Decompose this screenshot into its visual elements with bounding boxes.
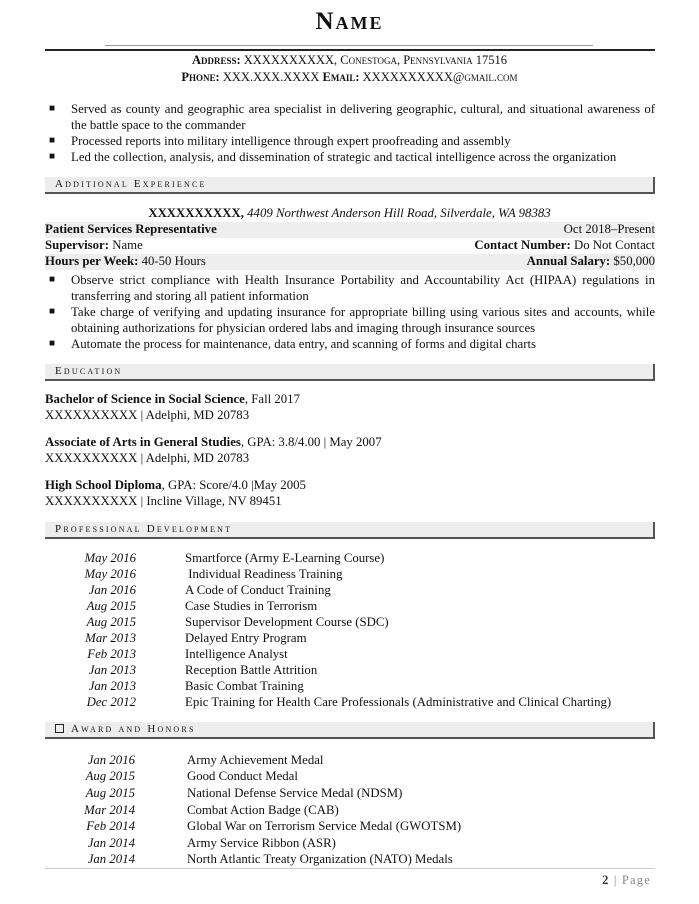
award-date: Jan 2014 <box>87 836 135 850</box>
employer-address: 4409 Northwest Anderson Hill Road, Silverdale, WA 98383 <box>247 206 551 220</box>
training-date: Aug 2015 <box>86 599 136 613</box>
header-divider-thick <box>45 49 655 51</box>
training-name: Epic Training for Health Care Professionals (Administrative and Clinical Charting) <box>185 695 612 709</box>
education-degree: Bachelor of Science in Social Science, Fall 2017 <box>45 392 300 406</box>
education-school: XXXXXXXXXX | Incline Village, NV 89451 <box>45 494 282 508</box>
training-date: May 2016 <box>84 567 136 581</box>
supervisor-label: Supervisor: <box>45 238 109 252</box>
checkbox-icon <box>55 724 64 733</box>
education-degree: High School Diploma, GPA: Score/4.0 |May 2005 <box>45 478 306 492</box>
job-dates: Oct 2018–Present <box>563 222 655 236</box>
training-date: Mar 2013 <box>85 631 136 645</box>
list-item: ■ Take charge of verifying and updating insurance for appropriate billing using various sites and accounts, while obtaining authorizations for physician ordered labs and imaging through insurance sources <box>49 305 655 335</box>
training-name: Smartforce (Army E-Learning Course) <box>185 551 385 565</box>
training-name: Individual Readiness Training <box>185 567 343 581</box>
list-item: ■ Observe strict compliance with Health Insurance Portability and Accountability Act (HIPAA) regulations in transferring and storing all patient information <box>49 273 655 303</box>
training-date: Aug 2015 <box>86 615 136 629</box>
training-name: Basic Combat Training <box>185 679 304 693</box>
employer-name: XXXXXXXXXX, <box>148 206 244 220</box>
section-heading-awards: Award and Honors <box>45 722 655 739</box>
address-label: Address: <box>191 53 241 67</box>
bullet-icon: ■ <box>49 338 56 349</box>
award-name: Army Service Ribbon (ASR) <box>187 836 336 850</box>
award-date: Aug 2015 <box>85 769 135 783</box>
email-label: Email: <box>322 70 360 84</box>
hours-value: 40-50 Hours <box>141 254 206 268</box>
header-divider-thin <box>105 45 593 46</box>
salary-label: Annual Salary: <box>526 254 611 268</box>
training-name: Case Studies in Terrorism <box>185 599 318 613</box>
hours-row <box>45 254 655 270</box>
award-date: Aug 2015 <box>85 786 135 800</box>
address-value: XXXXXXXXXX, Conestoga, Pennsylvania 17516 <box>243 53 508 67</box>
award-name: Combat Action Badge (CAB) <box>187 803 339 817</box>
training-name: A Code of Conduct Training <box>185 583 331 597</box>
training-date: Jan 2013 <box>88 679 136 693</box>
section-heading-additional-experience: Additional Experience <box>45 177 655 194</box>
experience-bullet-list <box>45 101 655 165</box>
training-date: Feb 2013 <box>87 647 136 661</box>
award-date: Mar 2014 <box>84 803 135 817</box>
address-line <box>0 53 699 68</box>
list-item: ■ Processed reports into military intelligence through expert proofreading and assembly <box>49 134 511 148</box>
phone-email-line <box>0 70 699 85</box>
list-item: ■ Led the collection, analysis, and dissemination of strategic and tactical intelligence across the organization <box>49 150 617 164</box>
hours-label: Hours per Week: <box>45 254 139 268</box>
award-name: Good Conduct Medal <box>187 769 298 783</box>
page-number: 2 <box>602 873 610 887</box>
training-date: Jan 2016 <box>88 583 136 597</box>
award-name: Global War on Terrorism Service Medal (GWOTSM) <box>187 819 462 833</box>
training-name: Delayed Entry Program <box>185 631 307 645</box>
supervisor-row <box>45 238 655 254</box>
phone-value: XXX.XXX.XXXX <box>222 70 320 84</box>
training-name: Reception Battle Attrition <box>185 663 318 677</box>
education-school: XXXXXXXXXX | Adelphi, MD 20783 <box>45 451 250 465</box>
training-date: May 2016 <box>84 551 136 565</box>
bullet-icon: ■ <box>49 103 56 114</box>
award-date: Feb 2014 <box>86 819 135 833</box>
bullet-icon: ■ <box>49 135 56 146</box>
page-footer <box>602 873 651 888</box>
page-label: | Page <box>609 873 651 887</box>
contact-number-value: Do Not Contact <box>573 238 655 252</box>
training-date: Jan 2013 <box>88 663 136 677</box>
award-date: Jan 2016 <box>87 753 135 767</box>
employer-line <box>0 206 699 221</box>
award-date: Jan 2014 <box>87 852 135 866</box>
bullet-icon: ■ <box>49 306 56 317</box>
section-heading-education: Education <box>45 364 655 381</box>
salary-value: $50,000 <box>613 254 655 268</box>
additional-experience-bullets <box>45 272 655 352</box>
email-value: XXXXXXXXXX@gmail.com <box>362 70 518 84</box>
education-degree: Associate of Arts in General Studies, GPA: 3.8/4.00 | May 2007 <box>45 435 382 449</box>
award-name: North Atlantic Treaty Organization (NATO) Medals <box>187 852 453 866</box>
training-date: Dec 2012 <box>86 695 136 709</box>
training-name: Intelligence Analyst <box>185 647 288 661</box>
list-item: ■ Automate the process for maintenance, data entry, and scanning of forms and digital charts <box>49 337 537 351</box>
job-title-row <box>45 222 655 238</box>
award-name: Army Achievement Medal <box>187 753 324 767</box>
footer-divider <box>45 868 655 869</box>
education-school: XXXXXXXXXX | Adelphi, MD 20783 <box>45 408 250 422</box>
bullet-icon: ■ <box>49 274 56 285</box>
contact-number-label: Contact Number: <box>474 238 571 252</box>
list-item: ■ Served as county and geographic area specialist in delivering geographic, cultural, and situational awareness of the battle space to the commander <box>49 102 655 132</box>
phone-label: Phone: <box>181 70 220 84</box>
supervisor-value: Name <box>112 238 143 252</box>
award-name: National Defense Service Medal (NDSM) <box>187 786 403 800</box>
training-name: Supervisor Development Course (SDC) <box>185 615 389 629</box>
section-heading-professional-development: Professional Development <box>45 522 655 539</box>
resume-name: Name <box>315 8 384 35</box>
job-title: Patient Services Representative <box>45 222 217 236</box>
bullet-icon: ■ <box>49 151 56 162</box>
